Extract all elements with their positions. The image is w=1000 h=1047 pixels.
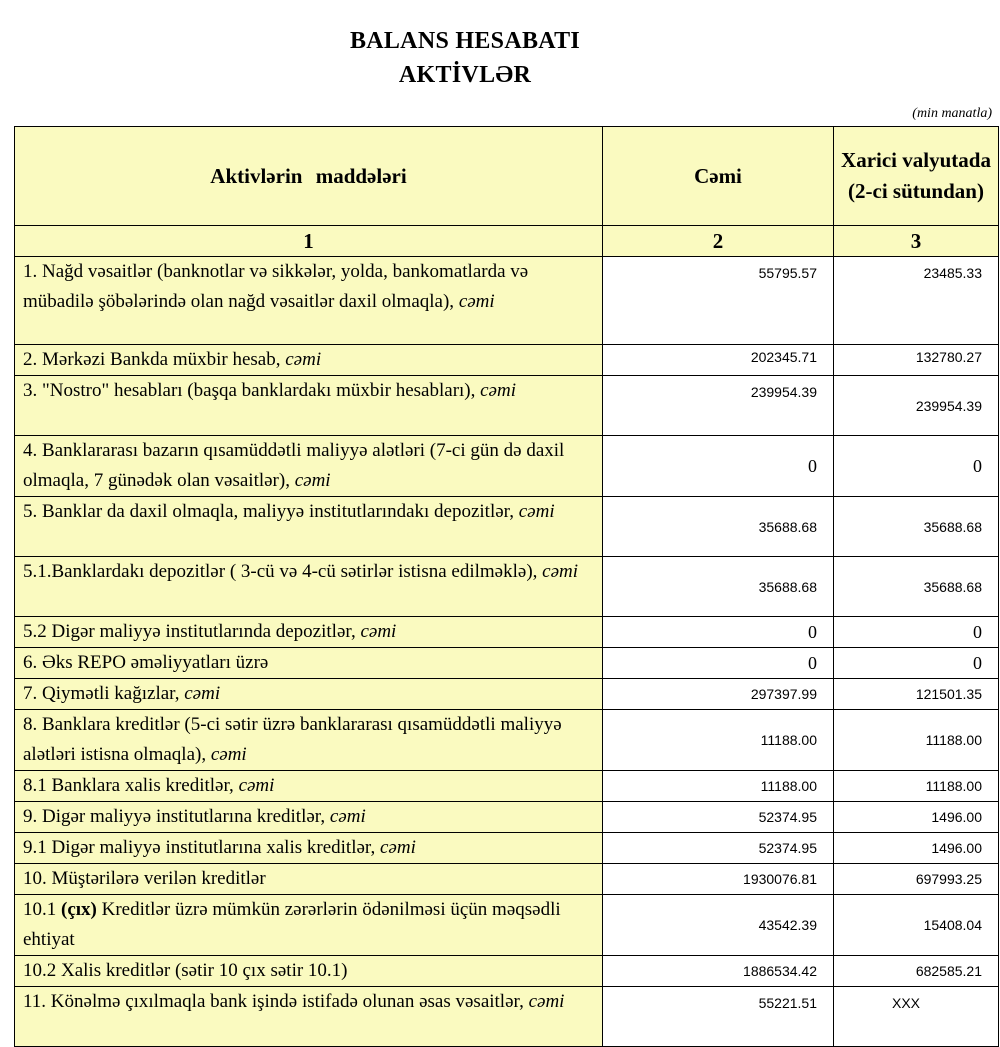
column-number-2: 2 bbox=[603, 226, 834, 257]
row-total: 0 bbox=[603, 436, 834, 497]
row-total: 297397.99 bbox=[603, 679, 834, 710]
row-foreign: 0 bbox=[834, 436, 999, 497]
row-label: 2. Mərkəzi Bankda müxbir hesab, cəmi bbox=[15, 345, 603, 376]
row-foreign: 0 bbox=[834, 648, 999, 679]
row-foreign: 15408.04 bbox=[834, 895, 999, 956]
table-row bbox=[15, 710, 999, 771]
row-label: 8. Banklara kreditlər (5-ci sətir üzrə banklararası qısamüddətli maliyyə alətləri istisna olmaqla), cəmi bbox=[15, 710, 603, 771]
row-label: 10. Müştərilərə verilən kreditlər bbox=[15, 864, 603, 895]
row-foreign: 11188.00 bbox=[834, 710, 999, 771]
report-title: BALANS HESABATI bbox=[349, 28, 581, 54]
report-subtitle: AKTİVLƏR bbox=[398, 62, 532, 88]
row-foreign: 121501.35 bbox=[834, 679, 999, 710]
header-items: Aktivlərin maddələri bbox=[15, 127, 603, 226]
table-row bbox=[15, 895, 999, 956]
row-total: 35688.68 bbox=[603, 557, 834, 617]
table-row bbox=[15, 648, 999, 679]
row-foreign: 1496.00 bbox=[834, 802, 999, 833]
table-row bbox=[15, 864, 999, 895]
row-label: 10.1 (çıx) Kreditlər üzrə mümkün zərərlərin ödənilməsi üçün məqsədli ehtiyat bbox=[15, 895, 603, 956]
row-total: 52374.95 bbox=[603, 833, 834, 864]
row-label: 7. Qiymətli kağızlar, cəmi bbox=[15, 679, 603, 710]
row-foreign: 11188.00 bbox=[834, 771, 999, 802]
row-total: 1930076.81 bbox=[603, 864, 834, 895]
row-label: 6. Əks REPO əməliyyatları üzrə bbox=[15, 648, 603, 679]
row-total: 1886534.42 bbox=[603, 956, 834, 987]
row-label: 11. Könəlmə çıxılmaqla bank işində istifadə olunan əsas vəsaitlər, cəmi bbox=[15, 987, 603, 1047]
assets-table bbox=[14, 126, 999, 1047]
unit-note: (min manatla) bbox=[912, 106, 992, 121]
table-row bbox=[15, 617, 999, 648]
row-label: 8.1 Banklara xalis kreditlər, cəmi bbox=[15, 771, 603, 802]
table-row bbox=[15, 679, 999, 710]
table-row bbox=[15, 257, 999, 345]
row-total: 202345.71 bbox=[603, 345, 834, 376]
row-foreign: 239954.39 bbox=[834, 376, 999, 436]
header-total: Cəmi bbox=[603, 127, 834, 226]
table-row bbox=[15, 833, 999, 864]
table-row bbox=[15, 956, 999, 987]
row-total: 55221.51 bbox=[603, 987, 834, 1047]
row-foreign: 35688.68 bbox=[834, 497, 999, 557]
row-label: 9.1 Digər maliyyə institutlarına xalis kreditlər, cəmi bbox=[15, 833, 603, 864]
table-row bbox=[15, 802, 999, 833]
row-label: 10.2 Xalis kreditlər (sətir 10 çıx sətir 10.1) bbox=[15, 956, 603, 987]
row-label: 5. Banklar da daxil olmaqla, maliyyə institutlarındakı depozitlər, cəmi bbox=[15, 497, 603, 557]
table-row bbox=[15, 771, 999, 802]
row-total: 11188.00 bbox=[603, 771, 834, 802]
column-number-3: 3 bbox=[834, 226, 999, 257]
column-number-1: 1 bbox=[15, 226, 603, 257]
row-total: 55795.57 bbox=[603, 257, 834, 345]
table-header-row bbox=[15, 127, 999, 226]
row-label: 9. Digər maliyyə institutlarına kreditlər, cəmi bbox=[15, 802, 603, 833]
row-label: 5.2 Digər maliyyə institutlarında depozitlər, cəmi bbox=[15, 617, 603, 648]
table-row bbox=[15, 345, 999, 376]
table-row bbox=[15, 436, 999, 497]
row-foreign: XXX bbox=[834, 987, 999, 1047]
row-foreign: 23485.33 bbox=[834, 257, 999, 345]
row-foreign: 132780.27 bbox=[834, 345, 999, 376]
row-total: 239954.39 bbox=[603, 376, 834, 436]
row-foreign: 35688.68 bbox=[834, 557, 999, 617]
table-row bbox=[15, 497, 999, 557]
row-total: 52374.95 bbox=[603, 802, 834, 833]
row-label: 4. Banklararası bazarın qısamüddətli maliyyə alətləri (7-ci gün də daxil olmaqla, 7 günədək olan vəsaitlər), cəmi bbox=[15, 436, 603, 497]
header-foreign: Xarici valyutada (2-ci sütundan) bbox=[834, 127, 999, 226]
row-total: 11188.00 bbox=[603, 710, 834, 771]
row-foreign: 682585.21 bbox=[834, 956, 999, 987]
row-foreign: 1496.00 bbox=[834, 833, 999, 864]
column-number-row bbox=[15, 226, 999, 257]
table-row bbox=[15, 987, 999, 1047]
row-total: 0 bbox=[603, 648, 834, 679]
row-total: 35688.68 bbox=[603, 497, 834, 557]
row-foreign: 0 bbox=[834, 617, 999, 648]
row-label: 5.1.Banklardakı depozitlər ( 3-cü və 4-cü sətirlər istisna edilməklə), cəmi bbox=[15, 557, 603, 617]
row-label: 1. Nağd vəsaitlər (banknotlar və sikkələr, yolda, bankomatlarda və mübadilə şöbələrində olan nağd vəsaitlər daxil olmaqla), cəmi bbox=[15, 257, 603, 345]
table-row bbox=[15, 376, 999, 436]
table-row bbox=[15, 557, 999, 617]
row-total: 0 bbox=[603, 617, 834, 648]
row-foreign: 697993.25 bbox=[834, 864, 999, 895]
row-total: 43542.39 bbox=[603, 895, 834, 956]
row-label: 3. "Nostro" hesabları (başqa banklardakı müxbir hesabları), cəmi bbox=[15, 376, 603, 436]
